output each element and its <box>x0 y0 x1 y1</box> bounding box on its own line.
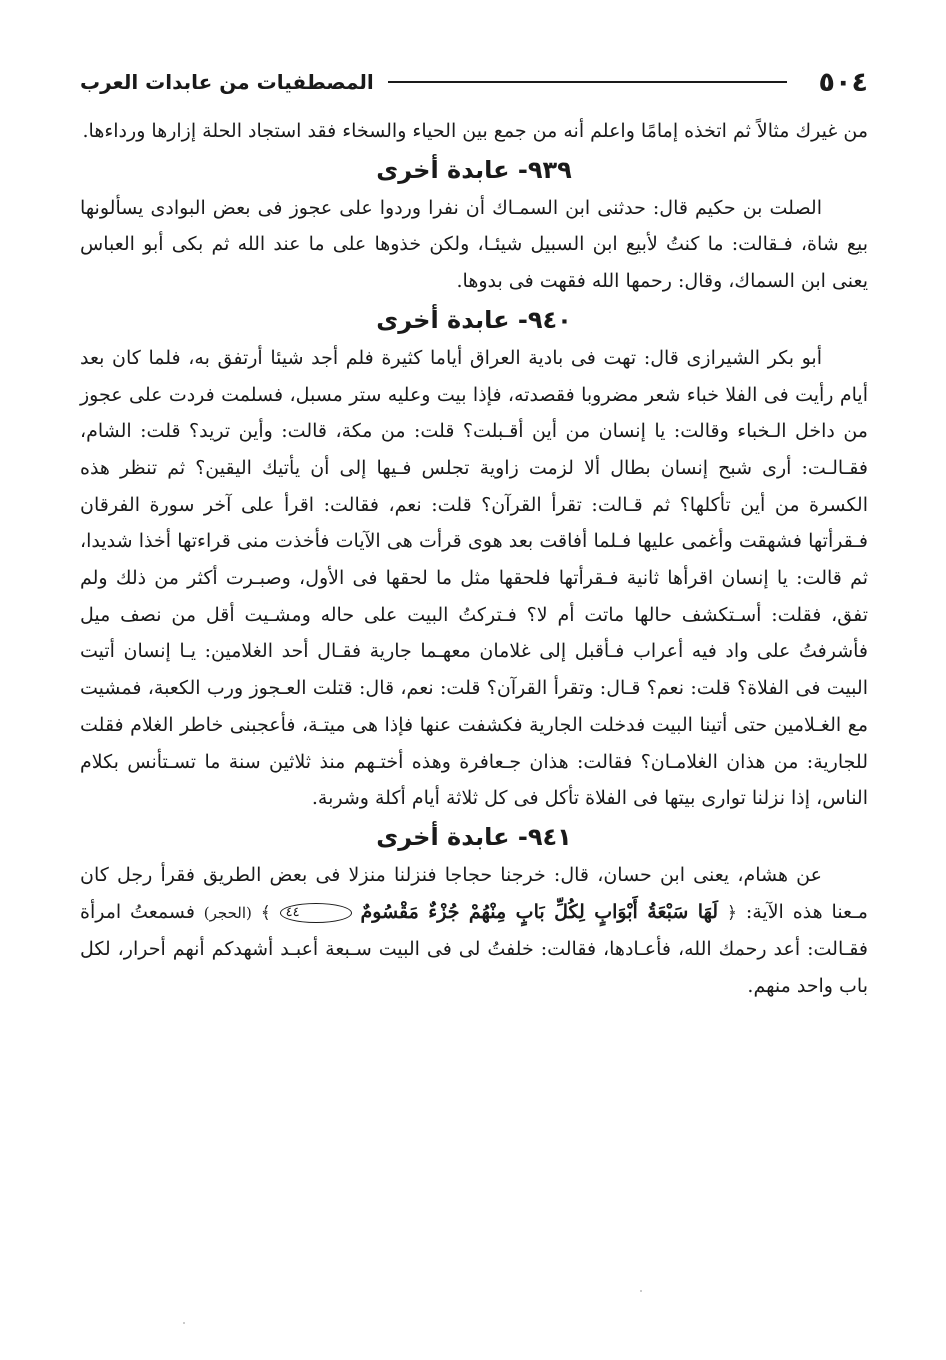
running-title: المصطفيات من عابدات العرب <box>80 70 374 94</box>
section-heading-941: ٩٤١- عابدة أخرى <box>376 822 572 851</box>
section-paragraph-941 <box>80 857 868 1005</box>
paper-speck <box>183 1322 185 1324</box>
quran-brace-close: ﴾ <box>260 902 271 923</box>
section-heading-939: ٩٣٩- عابدة أخرى <box>376 155 572 184</box>
page-number: ٥٠٤ <box>818 66 868 98</box>
section-paragraph-939: الصلت بن حكيم قال: حدثنى ابن السمـاك أن نفرا وردوا على عجوز فى بعض البوادى يسألونها بيع شاة، فـقالت: ما كنتُ لأبيع ابن السبيل شيئـا، ولكن خذوها على ما عند الله ثم بكى أبو العباس يعنى ابن السماك، وقال: رحمها الله فقهت فى بدوها. <box>80 196 868 293</box>
quran-verse: لَهَا سَبْعَةُ أَبْوَابٍ لِكُلِّ بَابٍ مِنْهُمْ جُزْءٌ مَقْسُومٌ <box>360 900 719 923</box>
quran-brace-open: ﴿ <box>726 902 737 923</box>
paper-speck <box>640 1290 642 1292</box>
page-body <box>80 113 868 1005</box>
verse-number-marker: ٤٤ <box>280 903 352 923</box>
paragraph-text: فسمعتُ امرأة فقـالت: أعد رحمك الله، فأعـادها، فقالت: خلفتُ لى فى البيت سـبعة أعبـد أشهدكم أنهم أحرار، لكل باب واحد منهم. <box>80 900 868 998</box>
section-paragraph-940: أبو بكر الشيرازى قال: تهت فى بادية العراق أياما كثيرة فلم أجد شيئا أرتفق به، فلما كان بعد أيام رأيت فى الفلا خباء شعر مضروبا فقصدته، فإذا بيت وعليه ستر مسبل، فسلمت فردت على عجوز من داخل الـخباء وقالت: يا إنسان من أين أقـبلت؟ قلت: من مكة، قالت: وأين تريد؟ قلت: الشام، فقـالـت: أرى شبح إنسان بطال ألا لزمت زاوية تجلس فـيها إلى أن يأتيك اليقين؟ ثم تنظر هذه الكسرة من أين تأكلها؟ ثم قـالت: تقرأ القرآن؟ قلت: نعم، فقالت: اقرأ على آخر سورة الفرقان فـقرأتها فشهقت وأغمى عليها فـلما أفاقت بعد هوى قرأت هى الآيات فأخذت منى قراءتها أخذا شديدا، ثم قالت: يا إنسان اقرأها ثانية فـقرأتها فلحقها مثل ما لحقها فى الأول، وصبـرت أكثر من ذلك ولم تفق، فقلت: أسـتكشف حالها ماتت أم لا؟ فـتركتُ البيت على حاله ومشـيت أقل من نصف ميل فأشرفتُ على واد فيه أعراب فـأقبل إلى غلامان معهـما جارية فقـال أحد الغلامين: يـا إنسان أتيت البيت فى الفلاة؟ قلت: نعم؟ قـال: وتقرأ القرآن؟ قلت: نعم، قال: قتلت العـجوز ورب الكعبة، فمشيت مع الغـلامين حتى أتينا البيت فدخلت الجارية فكشفت عنها فإذا هى ميتـة، فأعجبنى خاطر الغلام فقلت للجارية: من هذان الغلامـان؟ فقالت: هذان جـعافرة وهذه أختـهم منذ ثلاثين سنة ما تسـتأنس بكلام الناس، إذا نزلنا توارى بيتها فى الفلاة تأكل فى كل ثلاثة أيام أكلة وشربة. <box>80 346 868 810</box>
intro-paragraph: من غيرك مثالاً ثم اتخذه إمامًا واعلم أنه من جمع بين الحياء والسخاء فقد استجاد الحلة إزارها ورداءها. <box>82 120 868 142</box>
page-header <box>80 62 868 102</box>
header-rule <box>388 81 787 83</box>
section-heading-940: ٩٤٠- عابدة أخرى <box>376 305 572 334</box>
surah-reference: (الحجر) <box>203 903 252 922</box>
paragraph-text: عن هشام، يعنى ابن حسان، قال: خرجنا حجاجا فنزلنا منزلا فى بعض الطريق فقرأ رجل كان مـعنا هذه الآية: <box>80 863 868 923</box>
